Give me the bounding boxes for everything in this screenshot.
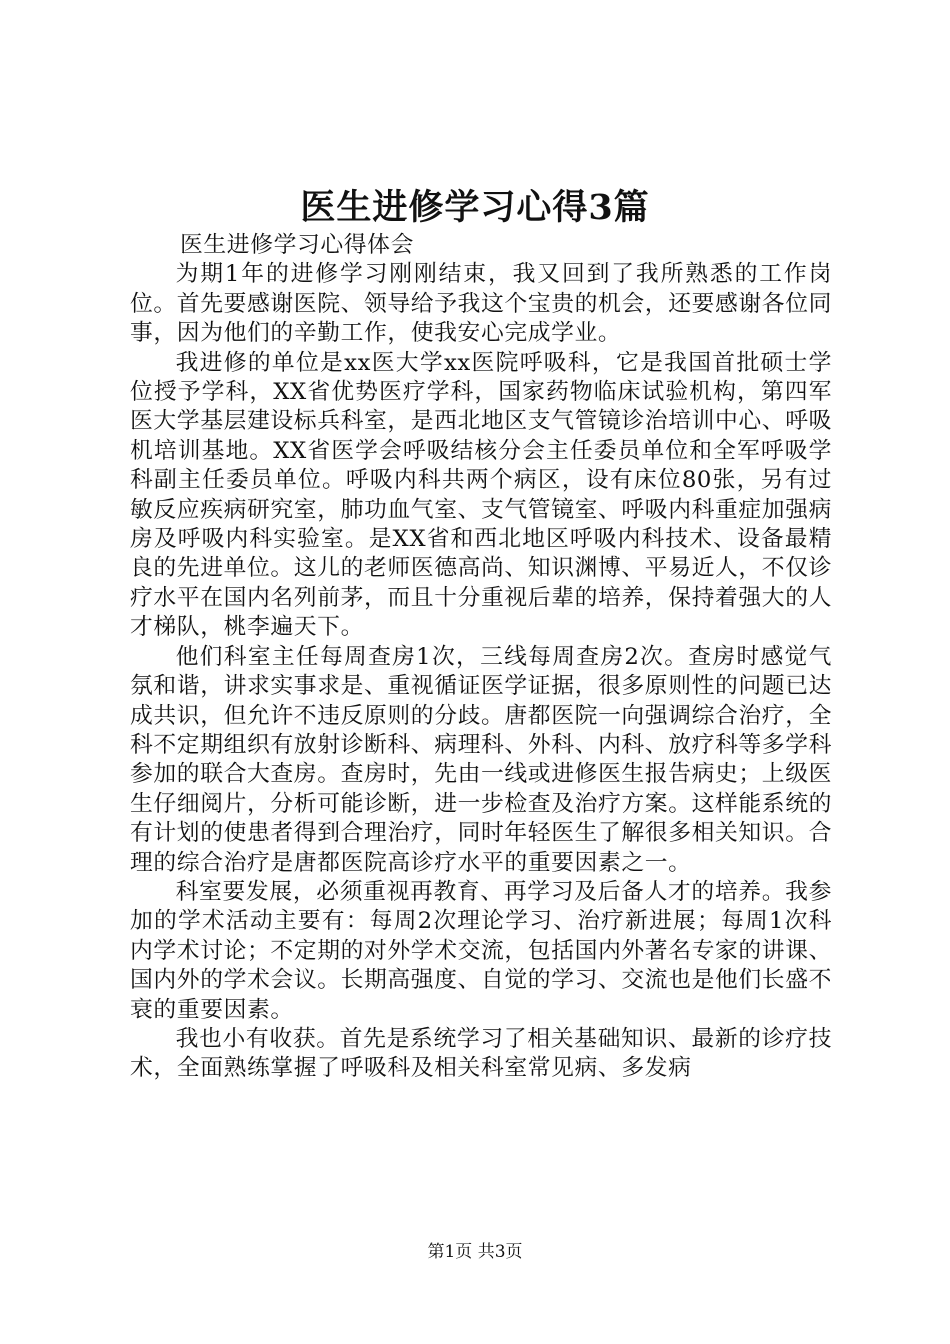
paragraph-5: 我也小有收获。首先是系统学习了相关基础知识、最新的诊疗技术，全面熟练掌握了呼吸科及相关科室常见病、多发病 <box>130 1025 832 1082</box>
paragraph-4: 科室要发展，必须重视再教育、再学习及后备人才的培养。我参加的学术活动主要有：每周2次理论学习、治疗新进展；每周1次科内学术讨论；不定期的对外学术交流，包括国内外著名专家的讲课、国内外的学术会议。长期高强度、自觉的学习、交流也是他们长盛不衰的重要因素。 <box>130 878 832 1023</box>
paragraph-3: 他们科室主任每周查房1次，三线每周查房2次。查房时感觉气氛和谐，讲求实事求是、重视循证医学证据，很多原则性的问题已达成共识，但允许不违反原则的分歧。唐都医院一向强调综合治疗，全科不定期组织有放射诊断科、病理科、外科、内科、放疗科等多学科参加的联合大查房。查房时，先由一线或进修医生报告病史；上级医生仔细阅片，分析可能诊断，进一步检查及治疗方案。这样能系统的有计划的使患者得到合理治疗，同时年轻医生了解很多相关知识。合理的综合治疗是唐都医院高诊疗水平的重要因素之一。 <box>130 643 832 876</box>
paragraph-1: 为期1年的进修学习刚刚结束，我又回到了我所熟悉的工作岗位。首先要感谢医院、领导给予我这个宝贵的机会，还要感谢各位同事，因为他们的辛勤工作，使我安心完成学业。 <box>130 261 832 347</box>
paragraph-2: 我进修的单位是xx医大学xx医院呼吸科，它是我国首批硕士学位授予学科，XX省优势医疗学科，国家药物临床试验机构，第四军医大学基层建设标兵科室，是西北地区支气管镜诊治培训中心、呼吸机培训基地。XX省医学会呼吸结核分会主任委员单位和全军呼吸学科副主任委员单位。呼吸内科共两个病区，设有床位80张，另有过敏反应疾病研究室，肺功血气室、支气管镜室、呼吸内科重症加强病房及呼吸内科实验室。是XX省和西北地区呼吸内科技术、设备最精良的先进单位。这儿的老师医德高尚、知识渊博、平易近人，不仅诊疗水平在国内名列前茅，而且十分重视后辈的培养，保持着强大的人才梯队，桃李遍天下。 <box>130 349 832 641</box>
page-footer: 第1页 共3页 <box>427 1242 523 1262</box>
document-body <box>130 231 832 1084</box>
document-subtitle: 医生进修学习心得体会 <box>180 232 414 258</box>
document-title: 医生进修学习心得3篇 <box>300 187 650 228</box>
